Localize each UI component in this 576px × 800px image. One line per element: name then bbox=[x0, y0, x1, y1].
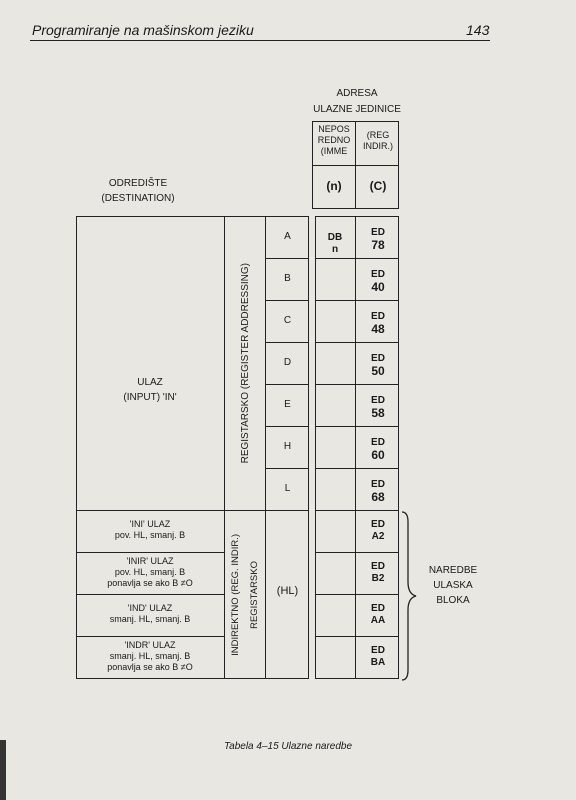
block-note bbox=[418, 563, 488, 608]
block-row-rule bbox=[76, 636, 224, 637]
register-code-prefix: ED bbox=[371, 395, 385, 406]
block-instruction-line: ponavlja se ako B ≠O bbox=[107, 662, 193, 672]
immediate-code-line1: DB bbox=[327, 232, 343, 243]
reg-indirect-heading bbox=[357, 130, 399, 152]
code-group-rule bbox=[315, 510, 399, 511]
indirect-label-box-1 bbox=[226, 512, 244, 678]
block-row-rule bbox=[76, 552, 224, 553]
block-instruction-line: smanj. HL, smanj. B bbox=[109, 614, 191, 624]
code-row-rule bbox=[315, 594, 399, 595]
table-caption: Tabela 4–15 Ulazne naredbe bbox=[223, 741, 353, 752]
code-row-rule bbox=[315, 636, 399, 637]
register-name: B bbox=[284, 273, 291, 284]
immediate-heading-line3: (IMME bbox=[320, 146, 348, 156]
block-note-line3: BLOKA bbox=[436, 595, 470, 606]
code-row-rule bbox=[315, 426, 399, 427]
indirect-label-2: REGISTARSKO bbox=[248, 561, 260, 629]
register-code-prefix: ED bbox=[371, 437, 385, 448]
block-code-prefix: ED bbox=[371, 603, 385, 614]
block-instruction-line: 'INIR' ULAZ bbox=[126, 556, 174, 566]
register-name: E bbox=[284, 399, 291, 410]
register-name: L bbox=[284, 483, 291, 494]
page-number: 143 bbox=[466, 22, 490, 38]
register-code-prefix: ED bbox=[371, 479, 385, 490]
register-code bbox=[357, 353, 399, 377]
block-instruction bbox=[78, 603, 222, 625]
register-code-prefix: ED bbox=[371, 269, 385, 280]
input-group-line1: ULAZ bbox=[137, 377, 163, 388]
page-header-title: Programiranje na mašinskom jeziku bbox=[32, 22, 254, 38]
address-header-rule bbox=[312, 165, 399, 166]
immediate-heading-line1: NEPOS bbox=[318, 124, 350, 134]
register-code-value: 48 bbox=[371, 322, 385, 336]
left-divider bbox=[224, 216, 225, 679]
register-code bbox=[357, 479, 399, 503]
immediate-heading-line2: REDNO bbox=[317, 135, 351, 145]
register-code-prefix: ED bbox=[371, 227, 385, 238]
block-instruction bbox=[78, 556, 222, 589]
block-code-prefix: ED bbox=[371, 519, 385, 530]
block-instruction-line: 'IND' ULAZ bbox=[127, 603, 173, 613]
block-instruction-line: 'INDR' ULAZ bbox=[124, 640, 176, 650]
code-divider bbox=[355, 216, 356, 679]
block-code bbox=[357, 603, 399, 627]
block-code bbox=[357, 645, 399, 669]
register-row-rule bbox=[265, 258, 309, 259]
register-code-value: 60 bbox=[371, 448, 385, 462]
address-heading-line1: ADRESA bbox=[336, 88, 378, 99]
register-row-rule bbox=[265, 384, 309, 385]
immediate-symbol: (n) bbox=[326, 179, 342, 193]
register-name: D bbox=[283, 357, 292, 368]
input-group-line2: (INPUT) 'IN' bbox=[123, 392, 177, 403]
register-row-rule bbox=[265, 426, 309, 427]
code-row-rule bbox=[315, 258, 399, 259]
register-code-value: 50 bbox=[371, 364, 385, 378]
register-code bbox=[357, 437, 399, 461]
block-row-rule bbox=[76, 594, 224, 595]
code-row-rule bbox=[315, 468, 399, 469]
code-row-rule bbox=[315, 342, 399, 343]
register-name: H bbox=[283, 441, 292, 452]
block-note-line2: ULASKA bbox=[433, 580, 473, 591]
code-row-rule bbox=[315, 300, 399, 301]
block-instruction-line: 'INI' ULAZ bbox=[129, 519, 171, 529]
register-name: A bbox=[284, 231, 291, 242]
header-rule bbox=[30, 40, 490, 41]
register-code-prefix: ED bbox=[371, 353, 385, 364]
block-instruction-line: smanj. HL, smanj. B bbox=[109, 651, 191, 661]
immediate-code bbox=[316, 232, 354, 256]
register-code-value: 78 bbox=[371, 238, 385, 252]
destination-line1: ODREDIŠTE bbox=[108, 178, 168, 189]
destination-label bbox=[88, 176, 188, 206]
indirect-label-1: INDIREKTNO (REG. INDIR.) bbox=[229, 534, 241, 656]
block-code bbox=[357, 519, 399, 543]
hl-label: (HL) bbox=[276, 585, 299, 597]
register-code bbox=[357, 269, 399, 293]
code-row-rule bbox=[315, 384, 399, 385]
register-addressing-box bbox=[226, 218, 264, 508]
register-code-prefix: ED bbox=[371, 311, 385, 322]
block-code-value: A2 bbox=[371, 531, 385, 542]
block-code-prefix: ED bbox=[371, 645, 385, 656]
indirect-label-box-2 bbox=[245, 512, 263, 678]
register-code-value: 58 bbox=[371, 406, 385, 420]
block-instruction-line: ponavlja se ako B ≠O bbox=[107, 578, 193, 588]
block-code bbox=[357, 561, 399, 585]
register-row-rule bbox=[265, 300, 309, 301]
register-code-value: 40 bbox=[371, 280, 385, 294]
block-instruction-line: pov. HL, smanj. B bbox=[114, 530, 186, 540]
address-heading-line2: ULAZNE JEDINICE bbox=[313, 104, 401, 115]
block-instruction bbox=[78, 519, 222, 541]
group-separator bbox=[76, 510, 309, 511]
reg-indirect-heading-line2: INDIR.) bbox=[363, 141, 393, 151]
reg-indirect-symbol: (C) bbox=[369, 179, 387, 193]
register-name: C bbox=[283, 315, 292, 326]
register-code bbox=[357, 227, 399, 251]
block-code-value: BA bbox=[370, 657, 386, 668]
block-code-prefix: ED bbox=[371, 561, 385, 572]
input-group-label bbox=[78, 375, 222, 405]
destination-line2: (DESTINATION) bbox=[101, 193, 175, 204]
reg-indirect-heading-line1: (REG bbox=[366, 130, 390, 140]
immediate-code-line2: n bbox=[331, 244, 339, 255]
page-spine-shadow bbox=[0, 740, 6, 800]
register-row-rule bbox=[265, 468, 309, 469]
register-code bbox=[357, 311, 399, 335]
block-brace-icon bbox=[400, 510, 420, 682]
block-instruction bbox=[78, 640, 222, 673]
register-code bbox=[357, 395, 399, 419]
code-row-rule bbox=[315, 552, 399, 553]
register-code-value: 68 bbox=[371, 490, 385, 504]
block-code-value: AA bbox=[370, 615, 386, 626]
block-instruction-line: pov. HL, smanj. B bbox=[114, 567, 186, 577]
register-addressing-label: REGISTARSKO (REGISTER ADDRESSING) bbox=[239, 262, 251, 464]
register-row-rule bbox=[265, 342, 309, 343]
block-code-value: B2 bbox=[371, 573, 385, 584]
block-note-line1: NAREDBE bbox=[428, 565, 478, 576]
immediate-heading bbox=[313, 124, 355, 157]
